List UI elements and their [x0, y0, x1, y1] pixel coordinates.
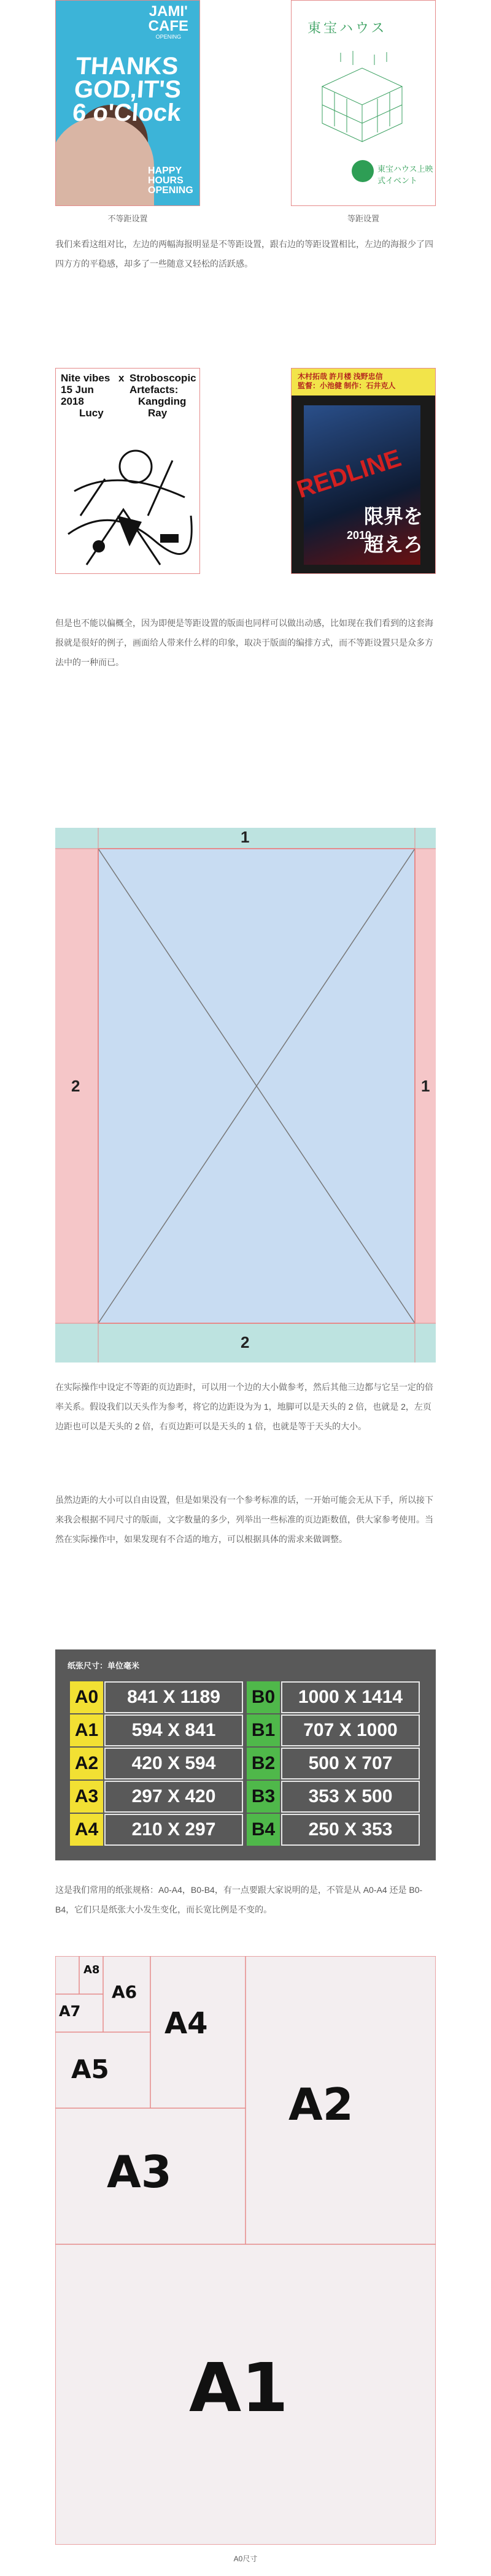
poster-x: x — [118, 372, 125, 384]
paragraph-1: 我们来看这组对比，左边的两幅海报明显是不等距设置，跟右边的等距设置相比，左边的海报少了四四方方的平稳感，却多了一些随意又轻松的活跃感。 — [55, 239, 433, 269]
happy-line: HOURS — [148, 175, 184, 186]
a-size-value: 420 X 594 — [104, 1748, 243, 1779]
a-series-graphic — [55, 1956, 436, 2545]
b-size-value: 500 X 707 — [281, 1748, 420, 1779]
happy-line: OPENING — [148, 185, 193, 196]
poster-headline — [72, 55, 185, 124]
title-line: 2018 — [61, 396, 84, 407]
label-a3: A3 — [107, 2146, 172, 2198]
a-size-label: A4 — [70, 1814, 103, 1846]
poster-logo-mark — [352, 160, 374, 182]
margin-diagram — [55, 828, 436, 1363]
poster-redline-title: REDLINE — [293, 444, 404, 504]
b-size-label: B3 — [247, 1781, 280, 1813]
poster-jami-cafe — [55, 0, 200, 206]
b-size-label: B2 — [247, 1748, 280, 1779]
caption-equal: 等距设置 — [347, 214, 379, 223]
a-size-label: A0 — [70, 1681, 103, 1713]
poster-logo — [149, 4, 188, 40]
b-size-label: B4 — [247, 1814, 280, 1846]
logo-line2: CAFE — [148, 18, 188, 34]
b-size-label: B0 — [247, 1681, 280, 1713]
b-size-value: 250 X 353 — [281, 1814, 420, 1846]
b-size-value: 1000 X 1414 — [281, 1681, 420, 1713]
margin-right-value: 1 — [421, 1077, 430, 1095]
a-size-value: 210 X 297 — [104, 1814, 243, 1846]
credit-line: 監督：小池健 制作：石井克人 — [298, 381, 396, 390]
label-a7: A7 — [59, 2003, 81, 2020]
poster-right-title — [130, 372, 196, 419]
poster-happy-hours — [148, 166, 193, 196]
a-size-value: 297 X 420 — [104, 1781, 243, 1813]
logo-sub: OPENING — [155, 34, 182, 40]
a-size-value: 841 X 1189 — [104, 1681, 243, 1713]
label-a1: A1 — [189, 2349, 288, 2427]
label-a4: A4 — [164, 2006, 208, 2041]
paragraph-2: 但是也不能以偏概全，因为即便是等距设置的版面也同样可以做出动感，比如现在我们看到的这套海报就是很好的例子，画面给人带来什么样的印象，取决于版面的编排方式，而不等距设置只是众多方法中的一种而已。 — [55, 618, 433, 667]
logo-line1: JAMI' — [149, 3, 188, 20]
label-a6: A6 — [112, 1982, 137, 2002]
paper-size-table — [55, 1649, 436, 1860]
headline-line: 6 o'Clock — [71, 99, 182, 126]
margin-diagram-graphic — [55, 828, 436, 1363]
b-size-value: 707 X 1000 — [281, 1714, 420, 1746]
margin-bottom-value: 2 — [241, 1333, 250, 1351]
paper-table-title: 纸张尺寸：单位毫米 — [68, 1661, 140, 1670]
title-line: Ray — [148, 407, 168, 419]
headline-line: THANKS — [75, 53, 179, 80]
caption-unequal: 不等距设置 — [107, 214, 148, 223]
a-size-label: A1 — [70, 1714, 103, 1746]
b-size-value: 353 X 500 — [281, 1781, 420, 1813]
poster-footer: 東宝ハウス上映式イベント — [377, 164, 433, 185]
title-line: Stroboscopic — [130, 372, 196, 384]
poster-toho-house — [291, 0, 436, 206]
a-size-value: 594 X 841 — [104, 1714, 243, 1746]
poster-figure — [55, 117, 154, 206]
paragraph-5: 这是我们常用的纸张规格：A0-A4，B0-B4，有一点要跟大家说明的是，不管是从 A0-A4 还是 B0-B4，它们只是纸张大小发生变化，而长宽比例是不变的。 — [55, 1885, 423, 1914]
a-size-label: A2 — [70, 1748, 103, 1779]
label-a2: A2 — [288, 2079, 354, 2130]
poster-title: 東宝ハウス — [307, 20, 387, 36]
title-line: Artefacts: — [130, 384, 179, 396]
margin-left-value: 2 — [71, 1077, 80, 1095]
poster-left-title — [61, 372, 110, 419]
title-line: 15 Jun — [61, 384, 94, 396]
poster-japanese-title: 限界を超えろ — [364, 505, 423, 556]
margin-top-value: 1 — [241, 828, 250, 846]
a-series-diagram — [55, 1956, 436, 2545]
poster-redline — [291, 368, 436, 574]
happy-line: HAPPY — [148, 166, 182, 176]
b-size-label: B1 — [247, 1714, 280, 1746]
credit-line: 木村拓哉 許月楼 浅野忠信 — [298, 372, 383, 381]
headline-line: GOD,IT'S — [73, 76, 182, 103]
poster-building-illustration — [316, 50, 408, 154]
poster-year: 2010 — [347, 529, 372, 541]
paragraph-4: 虽然边距的大小可以自由设置，但是如果没有一个参考标准的话，一开始可能会无从下手，所以接下来我会根据不同尺寸的版面，文字数量的多少，列举出一些标准的页边距数值，供大家参考使用。当然在实际操作中，如果发现有不合适的地方，可以根据具体的需求来做调整。 — [55, 1495, 433, 1544]
poster-credits — [292, 369, 436, 396]
poster-illustration — [62, 442, 195, 568]
label-a5: A5 — [71, 2054, 109, 2084]
paragraph-3: 在实际操作中设定不等距的页边距时，可以用一个边的大小做参考，然后其他三边都与它呈一定的倍率关系。假设我们以天头作为参考，将它的边距设为为 1，地脚可以是天头的 2 倍，也就是 2，左页边距也可以是天头的 2 倍，右页边距可以是天头的 1 倍，也就是等于天头的大小。 — [55, 1382, 433, 1431]
title-line: Lucy — [79, 407, 104, 419]
poster-nite-vibes — [55, 368, 200, 574]
caption-a0: A0尺寸 — [233, 2555, 258, 2563]
label-a8: A8 — [83, 1963, 100, 1976]
title-line: Kangding — [138, 396, 187, 407]
title-line: Nite vibes — [61, 372, 110, 384]
a-size-label: A3 — [70, 1781, 103, 1813]
